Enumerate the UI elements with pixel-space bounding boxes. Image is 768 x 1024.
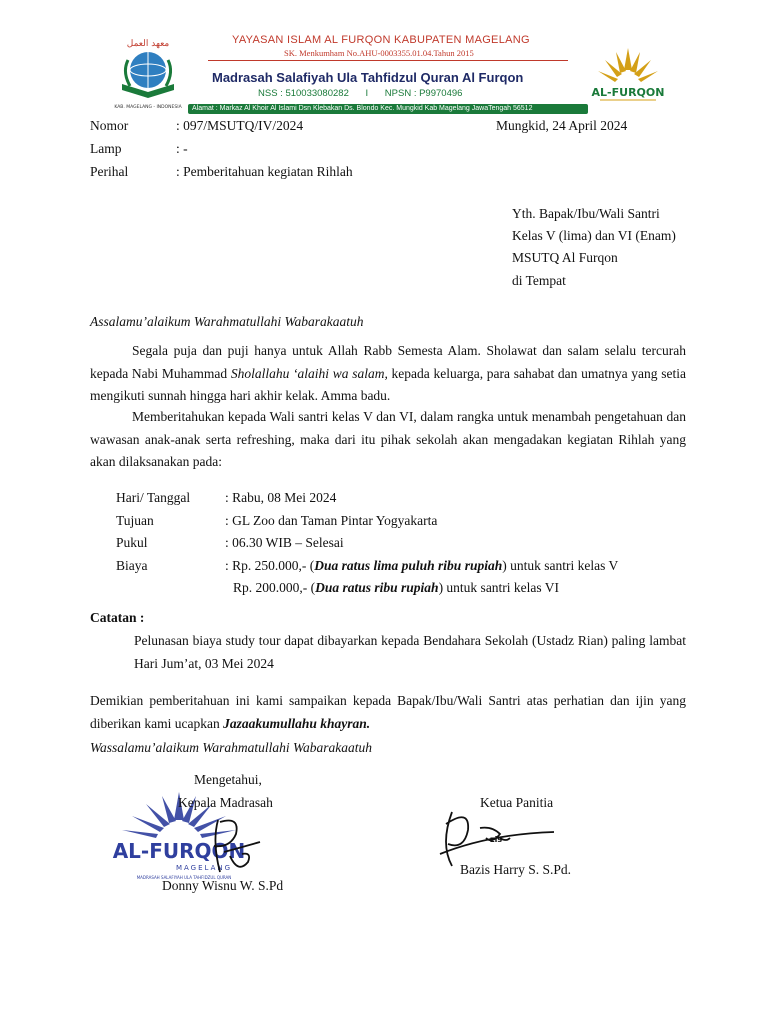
foundation-name: YAYASAN ISLAM AL FURQON KABUPATEN MAGELANG	[232, 34, 530, 46]
kepala-signature	[190, 812, 270, 882]
ketua-signature-initials: zis	[490, 835, 503, 844]
stamp-subtitle: MAGELANG	[175, 864, 233, 872]
salawat-phrase: Sholallahu ‘alaihi wa salam,	[230, 365, 388, 381]
school-ids: NSS : 510033080282 I NPSN : P9970496	[258, 88, 463, 99]
nomor-label: Nomor	[90, 118, 129, 133]
nomor-value: : 097/MSUTQ/IV/2024	[176, 118, 304, 133]
stamp-title: AL-FURQON	[112, 839, 246, 863]
npsn-number: NPSN : P9970496	[384, 88, 463, 99]
paragraph-1: Segala puja dan puji hanya untuk Allah Rabb Semesta Alam. Sholawat dan salam selalu tercurah kepada Nabi Muhammad Sholallahu ‘alaihi wa salam, kepada keluarga, para sahabat dan umatnya yang setia mengikuti sunnah hingga hari akhir kelak. Amma badu.	[90, 343, 686, 403]
lamp-label: Lamp	[90, 141, 122, 156]
perihal-label: Perihal	[90, 164, 129, 179]
kepala-title: Kepala Madrasah	[178, 795, 273, 810]
right-logo-text: AL-FURQON	[591, 86, 665, 99]
nss-number: NSS : 510033080282	[258, 88, 349, 99]
madrasah-emblem-logo	[108, 32, 188, 112]
al-furqon-logo	[588, 40, 668, 110]
perihal-value: : Pemberitahuan kegiatan Rihlah	[176, 164, 353, 179]
legal-registration: SK. Menkumham No.AHU-0003355.01.04.Tahun 2015	[284, 48, 474, 58]
mengetahui-label: Mengetahui,	[194, 772, 262, 787]
detail-biaya-kelas-vi: Rp. 200.000,- (Dua ratus ribu rupiah) untuk santri kelas VI	[233, 580, 560, 595]
letter-date: Mungkid, 24 April 2024	[496, 118, 628, 133]
left-logo-caption: KAB. MAGELANG - INDONESIA	[114, 105, 182, 110]
svg-text:معهد العمل: معهد العمل	[126, 39, 170, 49]
recipient-line-1: Yth. Bapak/Ibu/Wali Santri	[512, 206, 660, 221]
recipient-line-4: di Tempat	[512, 273, 566, 288]
recipient-line-3: MSUTQ Al Furqon	[512, 250, 618, 265]
stamp-small-text: MADRASAH SALAFIYAH ULA TAHFIDZUL QURAN	[136, 875, 232, 880]
ketua-name: Bazis Harry S. S.Pd.	[460, 862, 571, 877]
lamp-value: : -	[176, 141, 188, 156]
letterhead-rule	[208, 60, 568, 61]
letterhead	[108, 30, 668, 114]
school-name: Madrasah Salafiyah Ula Tahfidzul Quran Al Furqon	[212, 70, 524, 85]
kepala-name: Donny Wisnu W. S.Pd	[162, 878, 284, 893]
recipient-line-2: Kelas V (lima) dan VI (Enam)	[512, 228, 676, 243]
opening-greeting: Assalamu’alaikum Warahmatullahi Wabarakaatuh	[90, 314, 364, 329]
paragraph-2: Memberitahukan kepada Wali santri kelas V dan VI, dalam rangka untuk menambah pengetahuan dan wawasan anak-anak serta refreshing, maka dari itu pihak sekolah akan mengadakan kegiatan Rihlah yang akan dilaksanakan pada:	[90, 409, 686, 469]
closing-paragraph: Demikian pemberitahuan ini kami sampaikan kepada Bapak/Ibu/Wali Santri atas perhatian dan ijin yang diberikan kami ucapkan Jazaakumullahu khayran.	[90, 693, 686, 731]
note-title: Catatan :	[90, 610, 145, 625]
closing-salam: Wassalamu’alaikum Warahmatullahi Wabarakaatuh	[90, 740, 373, 755]
address-text: Alamat : Markaz Al Khoir Al Islami Dsn Klebakan Ds. Blondo Kec. Mungkid Kab Magelang JawaTengah 56512	[192, 105, 533, 112]
note-text: Pelunasan biaya study tour dapat dibayarkan kepada Bendahara Sekolah (Ustadz Rian) paling lambat Hari Jum’at, 03 Mei 2024	[134, 633, 686, 671]
closing-thanks: Jazaakumullahu khayran.	[223, 715, 371, 731]
ketua-title: Ketua Panitia	[480, 795, 554, 810]
